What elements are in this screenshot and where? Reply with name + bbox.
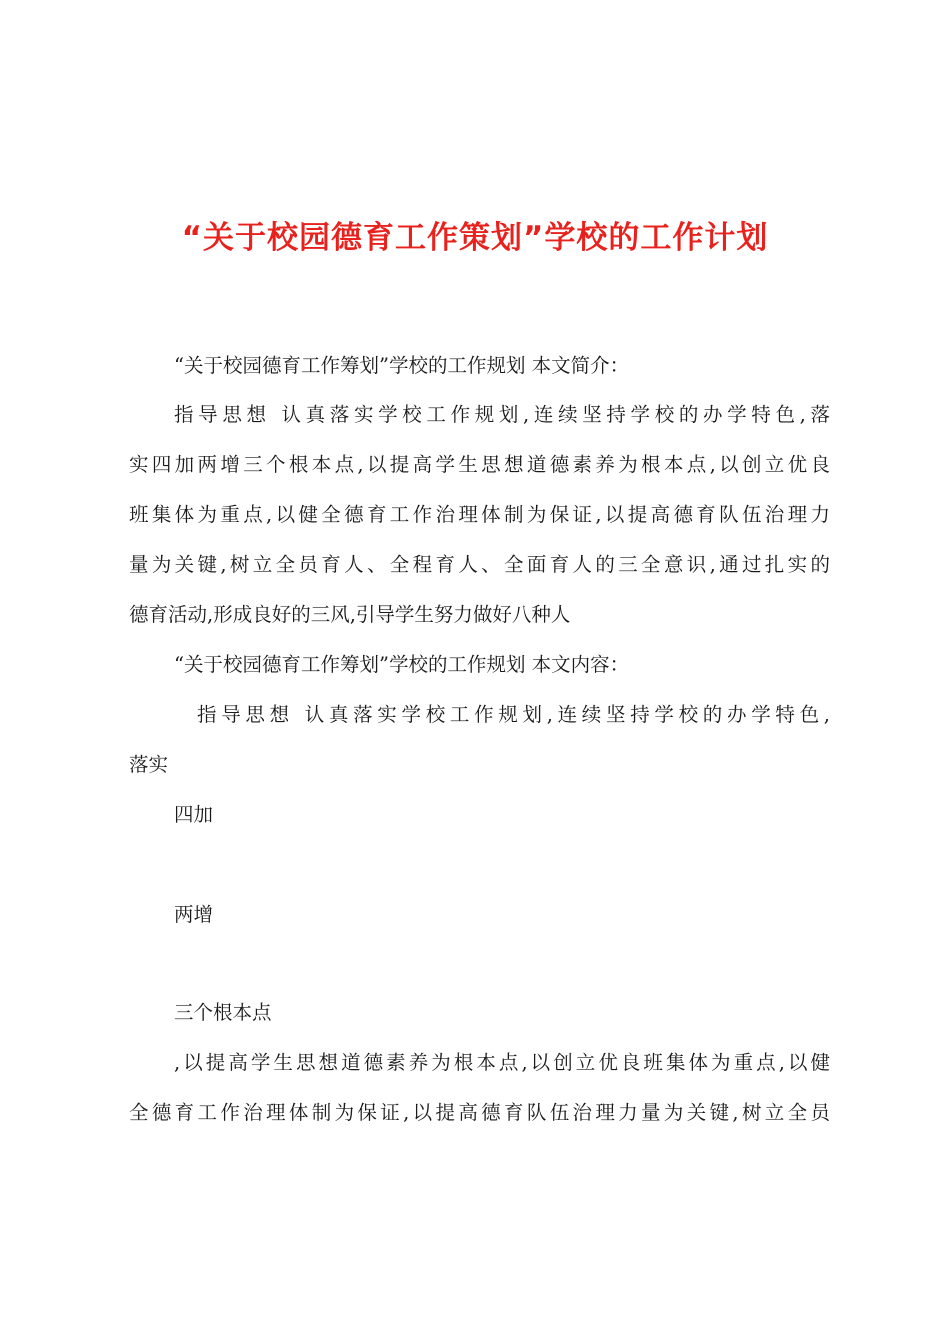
tail-line: ,以提高学生思想道德素养为根本点,以创立优良班集体为重点,以健: [174, 1051, 830, 1074]
tail-line: 全德育工作治理体制为保证,以提高德育队伍治理力量为关键,树立全员: [129, 1101, 830, 1124]
content-first-line: 指导思想 认真落实学校工作规划,连续坚持学校的办学特色,: [197, 703, 830, 726]
document-title: “关于校园德育工作策划”学校的工作计划: [181, 220, 769, 256]
item-four-adds: 四加: [174, 803, 214, 826]
content-wrap-line: 落实: [129, 753, 169, 776]
summary-line: 指导思想 认真落实学校工作规划,连续坚持学校的办学特色,落: [174, 403, 830, 426]
item-two-increases: 两增: [174, 903, 214, 926]
summary-heading: “关于校园德育工作筹划”学校的工作规划 本文简介：: [174, 354, 630, 377]
content-heading: “关于校园德育工作筹划”学校的工作规划 本文内容：: [174, 653, 630, 676]
summary-line: 德育活动,形成良好的三风,引导学生努力做好八种人: [129, 603, 571, 626]
summary-line: 班集体为重点,以健全德育工作治理体制为保证,以提高德育队伍治理力: [129, 503, 830, 526]
item-three-basics: 三个根本点: [174, 1001, 272, 1024]
summary-line: 量为关键,树立全员育人、全程育人、全面育人的三全意识,通过扎实的: [129, 553, 830, 576]
summary-line: 实四加两增三个根本点,以提高学生思想道德素养为根本点,以创立优良: [129, 453, 830, 476]
